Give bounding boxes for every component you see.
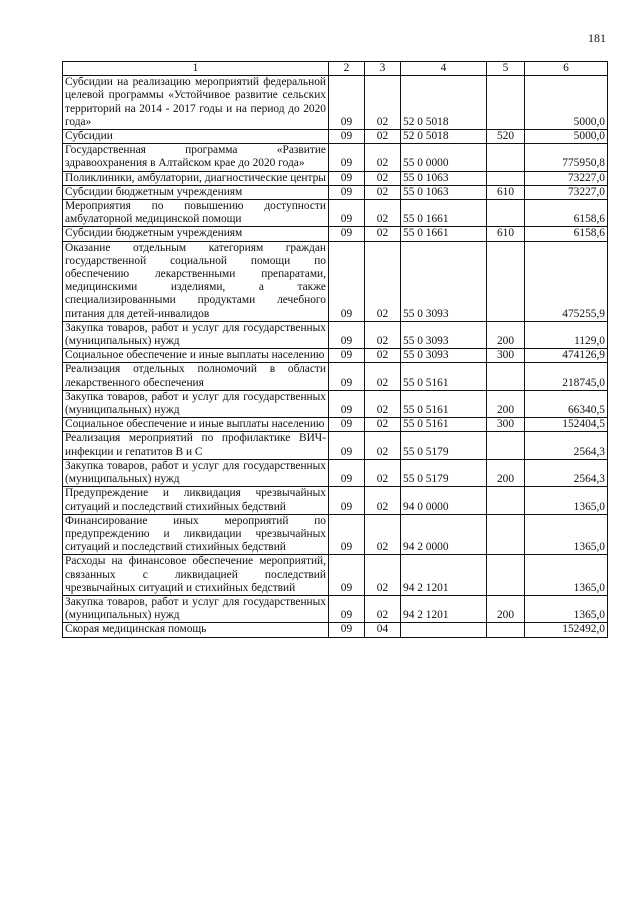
expense-type-code-cell	[487, 200, 525, 227]
amount-cell: 474126,9	[525, 349, 608, 363]
target-item-code-cell: 52 0 5018	[401, 130, 487, 144]
subsection-code-cell: 02	[365, 76, 401, 130]
table-row	[63, 241, 608, 321]
expense-name-cell: Закупка товаров, работ и услуг для государственных (муниципальных) нужд	[63, 321, 329, 348]
subsection-code-cell: 02	[365, 200, 401, 227]
table-row	[63, 227, 608, 241]
expense-name-cell: Социальное обеспечение и иные выплаты населению	[63, 349, 329, 363]
subsection-code-cell: 02	[365, 459, 401, 486]
amount-cell: 1129,0	[525, 321, 608, 348]
table-row	[63, 595, 608, 622]
amount-cell: 73227,0	[525, 171, 608, 185]
subsection-code-cell: 02	[365, 595, 401, 622]
table-row	[63, 130, 608, 144]
target-item-code-cell: 55 0 5161	[401, 418, 487, 432]
amount-cell: 218745,0	[525, 363, 608, 390]
column-number-header: 5	[487, 62, 525, 76]
table-row	[63, 459, 608, 486]
section-code-cell: 09	[329, 200, 365, 227]
section-code-cell: 09	[329, 432, 365, 459]
section-code-cell: 09	[329, 241, 365, 321]
section-code-cell: 09	[329, 185, 365, 199]
table-row	[63, 487, 608, 514]
subsection-code-cell: 02	[365, 321, 401, 348]
column-number-header: 6	[525, 62, 608, 76]
target-item-code-cell: 55 0 5179	[401, 459, 487, 486]
section-code-cell: 09	[329, 555, 365, 596]
subsection-code-cell: 02	[365, 144, 401, 171]
target-item-code-cell	[401, 623, 487, 637]
subsection-code-cell: 02	[365, 363, 401, 390]
expense-type-code-cell: 200	[487, 459, 525, 486]
table-row	[63, 144, 608, 171]
table-row	[63, 349, 608, 363]
section-code-cell: 09	[329, 144, 365, 171]
target-item-code-cell: 55 0 0000	[401, 144, 487, 171]
expense-type-code-cell	[487, 171, 525, 185]
section-code-cell: 09	[329, 227, 365, 241]
section-code-cell: 09	[329, 76, 365, 130]
table-row	[63, 200, 608, 227]
expense-name-cell: Социальное обеспечение и иные выплаты населению	[63, 418, 329, 432]
table-row	[63, 623, 608, 637]
subsection-code-cell: 02	[365, 241, 401, 321]
subsection-code-cell: 02	[365, 349, 401, 363]
column-number-row	[63, 62, 608, 76]
expense-type-code-cell: 200	[487, 390, 525, 417]
subsection-code-cell: 02	[365, 555, 401, 596]
target-item-code-cell: 55 0 5161	[401, 363, 487, 390]
expense-type-code-cell	[487, 432, 525, 459]
amount-cell: 775950,8	[525, 144, 608, 171]
expense-type-code-cell: 200	[487, 595, 525, 622]
section-code-cell: 09	[329, 418, 365, 432]
subsection-code-cell: 02	[365, 514, 401, 555]
amount-cell: 1365,0	[525, 595, 608, 622]
expense-name-cell: Мероприятия по повышению доступности амбулаторной медицинской помощи	[63, 200, 329, 227]
amount-cell: 6158,6	[525, 227, 608, 241]
target-item-code-cell: 52 0 5018	[401, 76, 487, 130]
expense-name-cell: Расходы на финансовое обеспечение мероприятий, связанных с ликвидацией последствий чрезвычайных ситуаций и стихийных бедствий	[63, 555, 329, 596]
section-code-cell: 09	[329, 623, 365, 637]
expense-name-cell: Реализация мероприятий по профилактике ВИЧ-инфекции и гепатитов B и C	[63, 432, 329, 459]
section-code-cell: 09	[329, 390, 365, 417]
target-item-code-cell: 94 2 1201	[401, 555, 487, 596]
subsection-code-cell: 02	[365, 418, 401, 432]
expense-name-cell: Закупка товаров, работ и услуг для государственных (муниципальных) нужд	[63, 595, 329, 622]
expense-name-cell: Закупка товаров, работ и услуг для государственных (муниципальных) нужд	[63, 459, 329, 486]
expense-type-code-cell	[487, 514, 525, 555]
section-code-cell: 09	[329, 171, 365, 185]
target-item-code-cell: 55 0 1063	[401, 185, 487, 199]
subsection-code-cell: 02	[365, 130, 401, 144]
expense-type-code-cell: 300	[487, 418, 525, 432]
expense-name-cell: Государственная программа «Развитие здравоохранения в Алтайском крае до 2020 года»	[63, 144, 329, 171]
subsection-code-cell: 02	[365, 390, 401, 417]
target-item-code-cell: 55 0 5161	[401, 390, 487, 417]
expense-name-cell: Поликлиники, амбулатории, диагностические центры	[63, 171, 329, 185]
expense-type-code-cell: 520	[487, 130, 525, 144]
expense-name-cell: Скорая медицинская помощь	[63, 623, 329, 637]
expense-type-code-cell	[487, 623, 525, 637]
section-code-cell: 09	[329, 459, 365, 486]
expense-type-code-cell	[487, 555, 525, 596]
table-row	[63, 171, 608, 185]
expense-type-code-cell	[487, 144, 525, 171]
section-code-cell: 09	[329, 363, 365, 390]
table-row	[63, 555, 608, 596]
target-item-code-cell: 94 0 0000	[401, 487, 487, 514]
expense-type-code-cell: 200	[487, 321, 525, 348]
subsection-code-cell: 02	[365, 432, 401, 459]
section-code-cell: 09	[329, 130, 365, 144]
expense-type-code-cell	[487, 76, 525, 130]
section-code-cell: 09	[329, 349, 365, 363]
table-row	[63, 363, 608, 390]
expense-type-code-cell: 610	[487, 185, 525, 199]
budget-table	[62, 61, 608, 638]
table-row	[63, 418, 608, 432]
table-row	[63, 514, 608, 555]
section-code-cell: 09	[329, 595, 365, 622]
expense-type-code-cell: 610	[487, 227, 525, 241]
table-row	[63, 432, 608, 459]
expense-name-cell: Субсидии бюджетным учреждениям	[63, 227, 329, 241]
column-number-header: 2	[329, 62, 365, 76]
column-number-header: 4	[401, 62, 487, 76]
section-code-cell: 09	[329, 514, 365, 555]
table-row	[63, 185, 608, 199]
column-number-header: 1	[63, 62, 329, 76]
page-number: 181	[588, 31, 606, 45]
amount-cell: 1365,0	[525, 514, 608, 555]
expense-type-code-cell: 300	[487, 349, 525, 363]
amount-cell: 5000,0	[525, 76, 608, 130]
target-item-code-cell: 55 0 3093	[401, 321, 487, 348]
expense-name-cell: Оказание отдельным категориям граждан государственной социальной помощи по обеспечению лекарственными препаратами, медицинскими изделиями, а также специализированными продуктами лечебного питания для детей-инвалидов	[63, 241, 329, 321]
target-item-code-cell: 94 2 1201	[401, 595, 487, 622]
table-row	[63, 390, 608, 417]
target-item-code-cell: 55 0 3093	[401, 349, 487, 363]
subsection-code-cell: 02	[365, 171, 401, 185]
amount-cell: 5000,0	[525, 130, 608, 144]
amount-cell: 2564,3	[525, 432, 608, 459]
expense-type-code-cell	[487, 241, 525, 321]
expense-name-cell: Предупреждение и ликвидация чрезвычайных ситуаций и последствий стихийных бедствий	[63, 487, 329, 514]
subsection-code-cell: 02	[365, 185, 401, 199]
target-item-code-cell: 55 0 5179	[401, 432, 487, 459]
expense-type-code-cell	[487, 363, 525, 390]
target-item-code-cell: 94 2 0000	[401, 514, 487, 555]
amount-cell: 73227,0	[525, 185, 608, 199]
expense-name-cell: Реализация отдельных полномочий в области лекарственного обеспечения	[63, 363, 329, 390]
target-item-code-cell: 55 0 1661	[401, 200, 487, 227]
section-code-cell: 09	[329, 321, 365, 348]
target-item-code-cell: 55 0 1661	[401, 227, 487, 241]
amount-cell: 2564,3	[525, 459, 608, 486]
amount-cell: 6158,6	[525, 200, 608, 227]
target-item-code-cell: 55 0 1063	[401, 171, 487, 185]
amount-cell: 1365,0	[525, 487, 608, 514]
expense-name-cell: Финансирование иных мероприятий по предупреждению и ликвидации чрезвычайных ситуаций и последствий стихийных бедствий	[63, 514, 329, 555]
expense-name-cell: Закупка товаров, работ и услуг для государственных (муниципальных) нужд	[63, 390, 329, 417]
amount-cell: 66340,5	[525, 390, 608, 417]
amount-cell: 1365,0	[525, 555, 608, 596]
column-number-header: 3	[365, 62, 401, 76]
expense-name-cell: Субсидии	[63, 130, 329, 144]
table-row	[63, 76, 608, 130]
section-code-cell: 09	[329, 487, 365, 514]
table-row	[63, 321, 608, 348]
expense-type-code-cell	[487, 487, 525, 514]
amount-cell: 152404,5	[525, 418, 608, 432]
amount-cell: 152492,0	[525, 623, 608, 637]
expense-name-cell: Субсидии на реализацию мероприятий федеральной целевой программы «Устойчивое развитие сельских территорий на 2014 - 2017 годы и на период до 2020 года»	[63, 76, 329, 130]
subsection-code-cell: 02	[365, 487, 401, 514]
target-item-code-cell: 55 0 3093	[401, 241, 487, 321]
amount-cell: 475255,9	[525, 241, 608, 321]
subsection-code-cell: 04	[365, 623, 401, 637]
subsection-code-cell: 02	[365, 227, 401, 241]
expense-name-cell: Субсидии бюджетным учреждениям	[63, 185, 329, 199]
